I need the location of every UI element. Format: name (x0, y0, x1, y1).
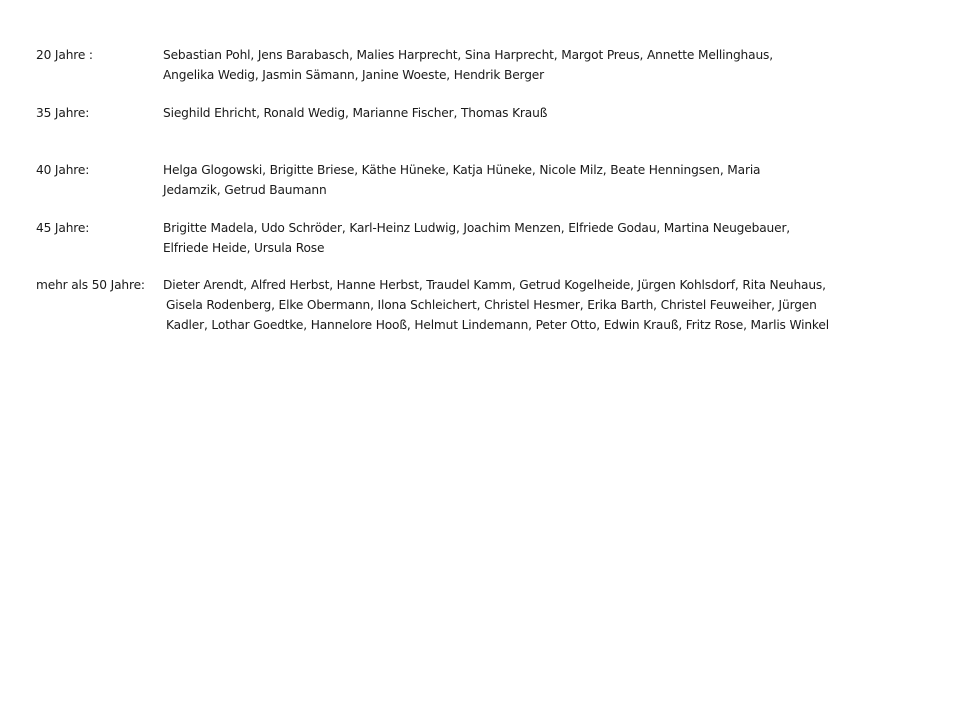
entry-line: Brigitte Madela, Udo Schröder, Karl-Heinz Ludwig, Joachim Menzen, Elfriede Godau, Martina Neugebauer, (163, 221, 791, 235)
entry-line: Dieter Arendt, Alfred Herbst, Hanne Herbst, Traudel Kamm, Getrud Kogelheide, Jürgen Kohlsdorf, Rita Neuhaus, (163, 278, 826, 292)
entry-line: Sebastian Pohl, Jens Barabasch, Malies Harprecht, Sina Harprecht, Margot Preus, Annette Mellinghaus, (163, 48, 773, 62)
entry-line: Jedamzik, Getrud Baumann (163, 183, 327, 197)
entry-label: 20 Jahre : (36, 48, 93, 62)
entry-line: Gisela Rodenberg, Elke Obermann, Ilona Schleichert, Christel Hesmer, Erika Barth, Christel Feuweiher, Jürgen (166, 298, 817, 312)
entry-line: Helga Glogowski, Brigitte Briese, Käthe Hüneke, Katja Hüneke, Nicole Milz, Beate Henningsen, Maria (163, 163, 761, 177)
entry-line: Kadler, Lothar Goedtke, Hannelore Hooß, Helmut Lindemann, Peter Otto, Edwin Krauß, Fritz Rose, Marlis Winkel (166, 318, 829, 332)
entry-label: 35 Jahre: (36, 106, 90, 120)
entry-label: 45 Jahre: (36, 221, 90, 235)
entry-line: Sieghild Ehricht, Ronald Wedig, Marianne Fischer, Thomas Krauß (163, 106, 548, 120)
entry-label: mehr als 50 Jahre: (36, 278, 145, 292)
entry-line: Angelika Wedig, Jasmin Sämann, Janine Woeste, Hendrik Berger (163, 68, 544, 82)
entry-label: 40 Jahre: (36, 163, 90, 177)
entry-line: Elfriede Heide, Ursula Rose (163, 241, 325, 255)
